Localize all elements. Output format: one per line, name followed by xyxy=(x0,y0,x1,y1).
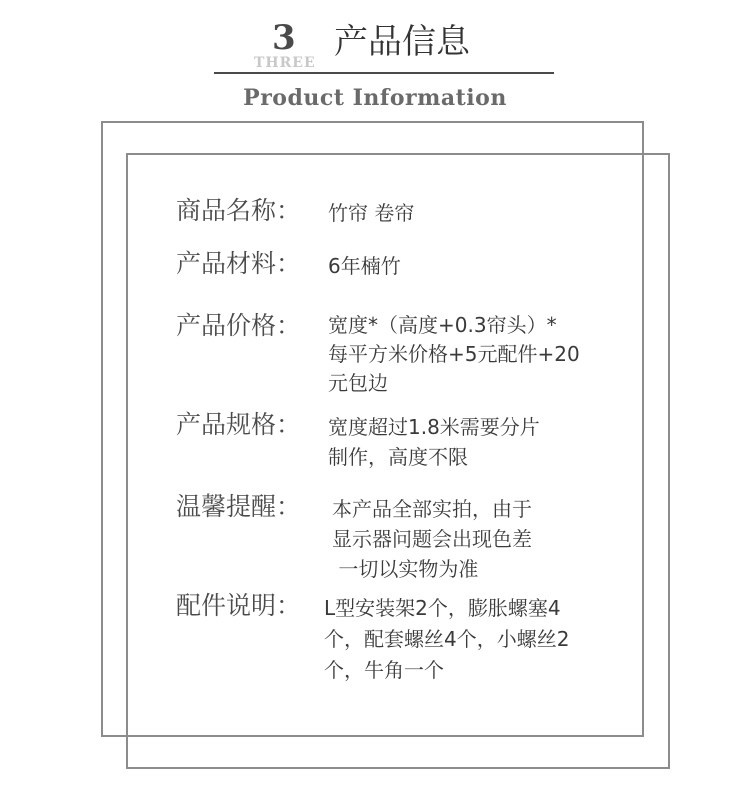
section-number: 3 xyxy=(272,18,296,58)
spec-value-line: 每平方米价格+5元配件+20 xyxy=(328,342,580,366)
spec-value-line: L型安装架2个，膨胀螺塞4 xyxy=(324,596,561,620)
spec-value-line: 宽度超过1.8米需要分片 xyxy=(328,415,540,439)
section-title: 产品信息 xyxy=(334,22,470,62)
spec-value-line: 本产品全部实拍，由于 xyxy=(332,497,532,521)
spec-value-line: 个，配套螺丝4个，小螺丝2 xyxy=(324,627,570,651)
spec-label: 商品名称： xyxy=(176,196,302,225)
spec-label: 产品材料： xyxy=(176,249,302,278)
section-header xyxy=(0,0,750,120)
spec-value-line: 宽度*（高度+0.3帘头）* xyxy=(328,313,557,337)
section-number-word: THREE xyxy=(254,55,316,71)
spec-label: 产品规格： xyxy=(176,410,302,439)
spec-value-line: 显示器问题会出现色差 xyxy=(332,527,532,551)
spec-value-line: 一切以实物为准 xyxy=(332,557,479,581)
spec-value-line: 个，牛角一个 xyxy=(324,658,444,682)
spec-value-line: 竹帘 卷帘 xyxy=(328,201,415,225)
spec-label: 温馨提醒： xyxy=(176,492,302,521)
spec-value xyxy=(324,593,624,686)
spec-value-line: 元包边 xyxy=(328,371,388,395)
spec-value xyxy=(332,494,632,584)
spec-value-line: 制作，高度不限 xyxy=(328,445,468,469)
spec-value xyxy=(328,251,628,281)
spec-label: 产品价格： xyxy=(176,311,302,340)
title-underline xyxy=(214,72,554,74)
spec-label: 配件说明： xyxy=(176,591,302,620)
spec-value-line: 6年楠竹 xyxy=(328,254,401,278)
spec-value xyxy=(328,311,628,398)
spec-value xyxy=(328,198,628,228)
section-subtitle: Product Information xyxy=(243,85,507,111)
spec-value xyxy=(328,412,628,472)
